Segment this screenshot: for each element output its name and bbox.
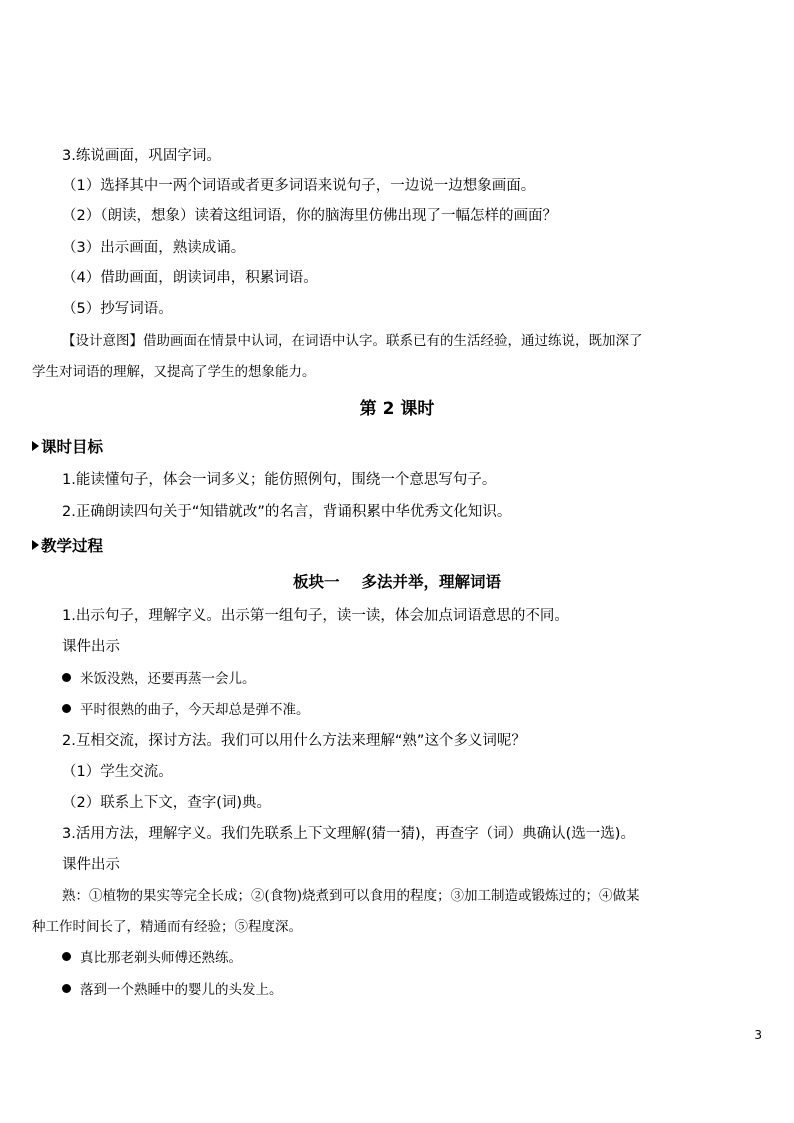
- bullet-dot-icon: [62, 952, 71, 961]
- definition-line-1: 熟：①植物的果实等完全长成；②(食物)烧煮到可以食用的程度；③加工制造或锻炼过的；④做某: [62, 888, 640, 904]
- bullet-dot-icon: [62, 984, 71, 993]
- triangle-bullet-icon: [32, 441, 39, 451]
- step-3-item-4: （4）借助画面，朗读词串，积累词语。: [62, 270, 318, 286]
- design-intent-line-1: 【设计意图】借助画面在情景中认词，在词语中认字。联系已有的生活经验，通过练说，既加深了: [62, 333, 643, 349]
- goals-heading: 课时目标: [32, 436, 103, 458]
- lesson-title: 第 2 课时: [359, 399, 435, 419]
- example-sentence: 落到一个熟睡中的婴儿的头发上。: [62, 980, 283, 1000]
- module-name: 多法并举，理解词语: [361, 573, 502, 591]
- goal-1: 1.能读懂句子，体会一词多义；能仿照例句，围绕一个意思写句子。: [62, 472, 497, 488]
- step-1: 1.出示句子，理解字义。出示第一组句子，读一读，体会加点词语意思的不同。: [62, 608, 569, 624]
- courseware-label: 课件出示: [62, 639, 120, 655]
- example-sentence: 真比那老剃头师傅还熟练。: [62, 948, 242, 968]
- step-3-heading: 3.练说画面，巩固字词。: [62, 148, 221, 164]
- example-sentence: 米饭没熟，还要再蒸一会儿。: [62, 669, 256, 689]
- module-title: [0, 571, 794, 593]
- process-heading: 教学过程: [32, 535, 103, 557]
- step-3-item-3: （3）出示画面，熟读成诵。: [62, 240, 246, 256]
- example-sentence: 平时很熟的曲子，今天却总是弹不准。: [62, 700, 310, 720]
- page-number: 3: [754, 1028, 762, 1042]
- module-label: 板块一: [292, 573, 340, 591]
- design-intent-line-2: 学生对词语的理解，又提高了学生的想象能力。: [32, 364, 316, 380]
- step-3-item-2: （2）（朗读，想象）读着这组词语，你的脑海里仿佛出现了一幅怎样的画面？: [62, 208, 557, 224]
- triangle-bullet-icon: [32, 540, 39, 550]
- step-3: 3.活用方法，理解字义。我们先联系上下文理解(猜一猜)，再查字（词）典确认(选一选)。: [62, 826, 635, 842]
- step-2-item-2: （2）联系上下文，查字(词)典。: [62, 795, 272, 811]
- step-2: 2.互相交流，探讨方法。我们可以用什么方法来理解“熟”这个多义词呢？: [62, 733, 526, 749]
- goal-2: 2.正确朗读四句关于“知错就改”的名言，背诵积累中华优秀文化知识。: [62, 504, 512, 520]
- step-3-item-5: （5）抄写词语。: [62, 301, 173, 317]
- bullet-dot-icon: [62, 704, 71, 713]
- step-2-item-1: （1）学生交流。: [62, 764, 173, 780]
- definition-line-2: 种工作时间长了，精通而有经验；⑤程度深。: [32, 919, 302, 935]
- step-3-item-1: （1）选择其中一两个词语或者更多词语来说句子，一边说一边想象画面。: [62, 178, 536, 194]
- bullet-dot-icon: [62, 673, 71, 682]
- courseware-label: 课件出示: [62, 857, 120, 873]
